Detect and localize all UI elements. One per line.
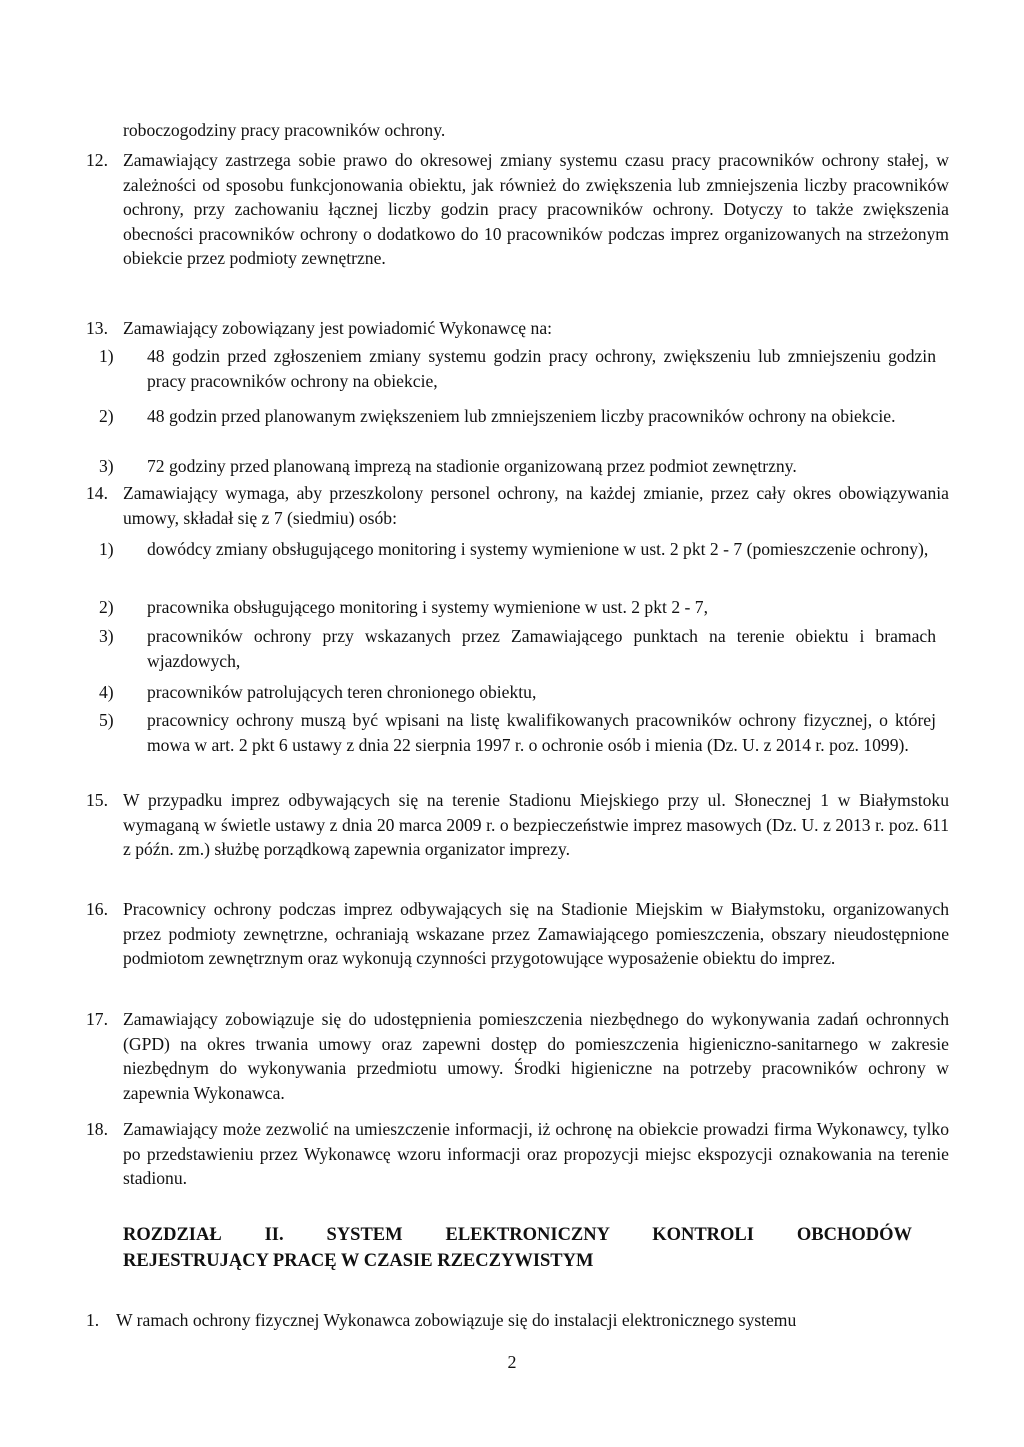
list-item [99, 454, 936, 479]
item-number: 3) [99, 456, 114, 476]
paragraph-13 [86, 316, 949, 341]
heading-line-2: REJESTRUJĄCY PRACĘ W CZASIE RZECZYWISTYM [123, 1251, 594, 1271]
paragraph-number: 16. [86, 899, 108, 919]
section-paragraph-1 [86, 1308, 926, 1333]
item-text: 72 godziny przed planowaną imprezą na stadionie organizowaną przez podmiot zewnętrzny. [147, 456, 797, 476]
list-item [99, 537, 936, 562]
paragraph-text: W ramach ochrony fizycznej Wykonawca zobowiązuje się do instalacji elektronicznego systemu [116, 1310, 797, 1330]
heading-line-1: ROZDZIAŁ II. SYSTEM ELEKTRONICZNY KONTROLI OBCHODÓW [123, 1225, 912, 1245]
item-text: pracowników ochrony przy wskazanych przez Zamawiającego punktach na terenie obiektu i bramach wjazdowych, [147, 626, 936, 671]
item-number: 2) [99, 406, 114, 426]
item-number: 3) [99, 626, 114, 646]
item-number: 4) [99, 682, 114, 702]
paragraph-text: Pracownicy ochrony podczas imprez odbywających się na Stadionie Miejskim w Białymstoku, organizowanych przez podmioty zewnętrzne, ochraniają wskazane przez Zamawiającego pomieszczenia, obszary nieudostępnione podmiotom zewnętrznym oraz wykonują czynności przygotowujące wyposażenie obiektu do imprez. [123, 899, 949, 969]
list-item [99, 404, 936, 429]
list-item [99, 344, 936, 393]
item-text: pracownicy ochrony muszą być wpisani na listę kwalifikowanych pracowników ochrony fizycznej, o której mowa w art. 2 pkt 6 ustawy z dnia 22 sierpnia 1997 r. o ochronie osób i mienia (Dz. U. z 2014 r. poz. 1099). [147, 710, 936, 755]
item-number: 5) [99, 710, 114, 730]
paragraph-number: 12. [86, 150, 108, 170]
paragraph-text: Zamawiający wymaga, aby przeszkolony personel ochrony, na każdej zmianie, przez cały okres obowiązywania umowy, składał się z 7 (siedmiu) osób: [123, 483, 949, 528]
list-item [99, 624, 936, 673]
paragraph-12 [86, 148, 949, 271]
paragraph-number: 14. [86, 483, 108, 503]
paragraph-15 [86, 788, 949, 862]
item-number: 1) [99, 346, 114, 366]
paragraph-number: 13. [86, 318, 108, 338]
list-item [99, 680, 936, 705]
item-number: 1) [99, 539, 114, 559]
paragraph-number: 1. [86, 1310, 100, 1330]
paragraph-14 [86, 481, 949, 530]
paragraph-text: Zamawiający może zezwolić na umieszczenie informacji, iż ochronę na obiekcie prowadzi firma Wykonawcy, tylko po przedstawieniu przez Wykonawcę wzoru informacji oraz propozycji miejsc ekspozycji oznakowania na terenie stadionu. [123, 1119, 949, 1189]
section-heading [123, 1222, 912, 1274]
paragraph-number: 17. [86, 1009, 108, 1029]
list-item [99, 595, 936, 620]
list-item [99, 708, 936, 757]
paragraph-text: Zamawiający zobowiązuje się do udostępnienia pomieszczenia niezbędnego do wykonywania zadań ochronnych (GPD) na okres trwania umowy oraz zapewni dostęp do pomieszczenia higieniczno-sanitarnego w zakresie niezbędnym do wykonywania przedmiotu umowy. Środki higieniczne na potrzeby pracowników ochrony w zapewnia Wykonawca. [123, 1009, 949, 1103]
paragraph-17 [86, 1007, 949, 1105]
paragraph-18 [86, 1117, 949, 1191]
item-text: 48 godzin przed zgłoszeniem zmiany systemu godzin pracy ochrony, zwiększeniu lub zmniejszeniu godzin pracy pracowników ochrony na obiekcie, [147, 346, 936, 391]
carryover-line: roboczogodziny pracy pracowników ochrony. [123, 120, 446, 140]
paragraph-number: 15. [86, 790, 108, 810]
item-text: dowódcy zmiany obsługującego monitoring i systemy wymienione w ust. 2 pkt 2 - 7 (pomieszczenie ochrony), [147, 539, 929, 559]
paragraph-text: Zamawiający zastrzega sobie prawo do okresowej zmiany systemu czasu pracy pracowników ochrony stałej, w zależności od sposobu funkcjonowania obiektu, jak również do zwiększenia lub zmniejszenia liczby pracowników ochrony, przy zachowaniu łącznej liczby godzin pracy pracowników ochrony. Dotyczy to także zwiększenia obecności pracowników ochrony o dodatkowo do 10 pracowników podczas imprez organizowanych na strzeżonym obiekcie przez podmioty zewnętrzne. [123, 150, 949, 269]
item-text: 48 godzin przed planowanym zwiększeniem lub zmniejszeniem liczby pracowników ochrony na obiekcie. [147, 406, 896, 426]
item-text: pracowników patrolujących teren chronionego obiektu, [147, 682, 537, 702]
item-number: 2) [99, 597, 114, 617]
page-number: 2 [507, 1352, 517, 1372]
item-text: pracownika obsługującego monitoring i systemy wymienione w ust. 2 pkt 2 - 7, [147, 597, 708, 617]
paragraph-text: W przypadku imprez odbywających się na terenie Stadionu Miejskiego przy ul. Słonecznej 1 w Białymstoku wymaganą w świetle ustawy z dnia 20 marca 2009 r. o bezpieczeństwie imprez masowych (Dz. U. z 2013 r. poz. 611 z późn. zm.) służbę porządkową zapewnia organizator imprezy. [123, 790, 949, 860]
paragraph-text: Zamawiający zobowiązany jest powiadomić Wykonawcę na: [123, 318, 553, 338]
paragraph-16 [86, 897, 949, 971]
paragraph-number: 18. [86, 1119, 108, 1139]
